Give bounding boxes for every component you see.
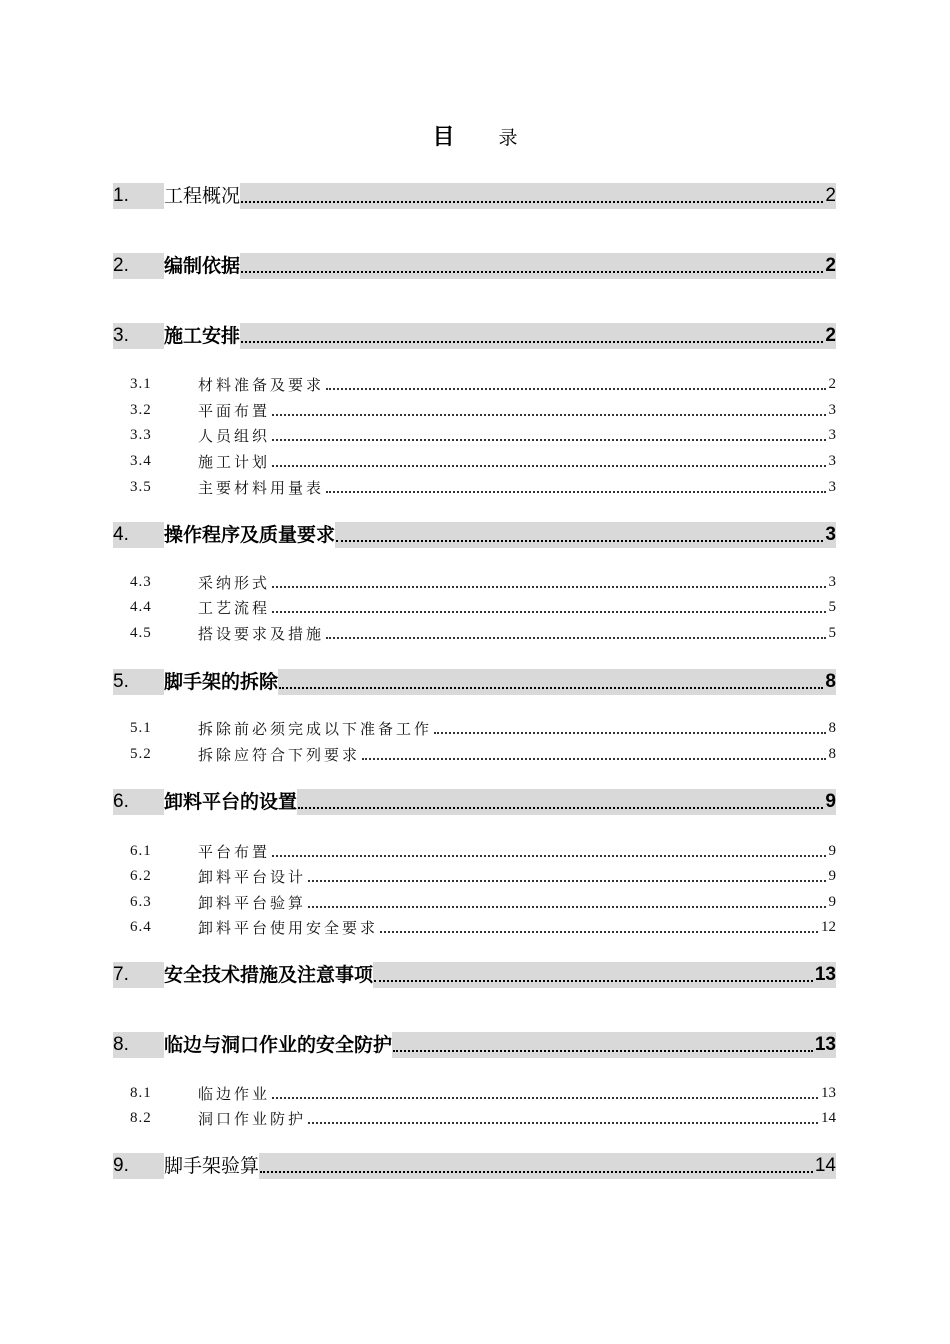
toc-entry-label: 施工安排: [164, 325, 241, 347]
toc-entry-9[interactable]: [113, 1153, 836, 1179]
toc-entry-number: 9.: [113, 1153, 164, 1179]
toc-subentry-number: 4.5: [130, 624, 152, 641]
toc-subentry-label: 平面布置: [198, 401, 271, 420]
toc-entry-number: 2.: [113, 253, 164, 279]
toc-subentry-page: 8: [828, 745, 836, 762]
toc-subentry-number: 3.2: [130, 401, 152, 418]
toc-subentry-page: 8: [828, 719, 836, 736]
toc-entry-page: 13: [814, 962, 836, 988]
toc-subentry-page: 14: [821, 1109, 836, 1126]
dot-leader: [324, 373, 828, 395]
toc-subentry-3-3[interactable]: [130, 424, 836, 446]
toc-subentry-3-5[interactable]: [130, 476, 836, 498]
toc-entry-4[interactable]: [113, 522, 836, 548]
dot-leader: [306, 891, 828, 913]
toc-subentry-label: 拆除应符合下列要求: [198, 745, 361, 764]
dot-leader: [270, 596, 828, 618]
toc-subentry-page: 3: [828, 426, 836, 443]
toc-entry-label: 卸料平台的设置: [164, 791, 298, 813]
title-char-1: 目: [432, 125, 455, 150]
toc-entry-5[interactable]: [113, 669, 836, 695]
toc-subentry-4-4[interactable]: [130, 596, 836, 618]
dot-leader: [270, 1082, 821, 1104]
dot-leader: [270, 424, 828, 446]
toc-subentry-3-4[interactable]: [130, 450, 836, 472]
toc-subentry-label: 洞口作业防护: [198, 1109, 307, 1128]
dot-leader: [240, 253, 824, 279]
toc-subentry-page: 3: [828, 452, 836, 469]
toc-entry-page: 2: [824, 323, 836, 349]
toc-subentry-page: 3: [828, 478, 836, 495]
toc-subentry-label: 采纳形式: [198, 573, 271, 592]
toc-subentry-label: 卸料平台使用安全要求: [198, 918, 379, 937]
toc-subentry-number: 5.1: [130, 719, 152, 736]
dot-leader: [297, 789, 824, 815]
toc-entry-number: 1.: [113, 183, 164, 209]
toc-subentry-label: 工艺流程: [198, 598, 271, 617]
toc-subentry-number: 4.3: [130, 573, 152, 590]
toc-entry-label: 工程概况: [164, 185, 241, 207]
toc-subentry-number: 5.2: [130, 745, 152, 762]
toc-subentry-3-2[interactable]: [130, 399, 836, 421]
toc-entry-label: 临边与洞口作业的安全防护: [164, 1034, 393, 1056]
toc-entry-page: 14: [814, 1153, 836, 1179]
dot-leader: [278, 669, 824, 695]
toc-subentry-6-4[interactable]: [130, 916, 836, 938]
toc-subentry-number: 4.4: [130, 598, 152, 615]
toc-subentry-label: 卸料平台设计: [198, 867, 307, 886]
toc-subentry-number: 3.5: [130, 478, 152, 495]
dot-leader: [270, 571, 828, 593]
toc-entry-page: 8: [824, 669, 836, 695]
toc-entry-page: 2: [824, 253, 836, 279]
toc-entry-page: 13: [814, 1032, 836, 1058]
toc-entry-2[interactable]: [113, 253, 836, 279]
dot-leader: [392, 1032, 814, 1058]
toc-subentry-label: 材料准备及要求: [198, 375, 325, 394]
dot-leader: [335, 522, 824, 548]
dot-leader: [270, 399, 828, 421]
toc-entry-number: 4.: [113, 522, 164, 548]
toc-entry-number: 5.: [113, 669, 164, 695]
toc-subentry-page: 3: [828, 573, 836, 590]
toc-subentry-5-2[interactable]: [130, 743, 836, 765]
toc-entry-page: 2: [824, 183, 836, 209]
toc-subentry-page: 13: [821, 1084, 836, 1101]
dot-leader: [240, 183, 824, 209]
toc-subentry-number: 3.4: [130, 452, 152, 469]
toc-entry-6[interactable]: [113, 789, 836, 815]
toc-subentry-label: 施工计划: [198, 452, 271, 471]
dot-leader: [378, 916, 821, 938]
toc-entry-label: 脚手架的拆除: [164, 671, 279, 693]
toc-subentry-page: 3: [828, 401, 836, 418]
toc-subentry-page: 12: [821, 918, 836, 935]
dot-leader: [240, 323, 824, 349]
dot-leader: [306, 865, 828, 887]
toc-subentry-6-3[interactable]: [130, 891, 836, 913]
toc-subentry-6-2[interactable]: [130, 865, 836, 887]
dot-leader: [324, 622, 828, 644]
toc-entry-8[interactable]: [113, 1032, 836, 1058]
dot-leader: [259, 1153, 814, 1179]
toc-subentry-number: 8.1: [130, 1084, 152, 1101]
dot-leader: [360, 743, 828, 765]
toc-subentry-label: 拆除前必须完成以下准备工作: [198, 719, 433, 738]
toc-entry-1[interactable]: [113, 183, 836, 209]
toc-subentry-4-5[interactable]: [130, 622, 836, 644]
toc-entry-label: 编制依据: [164, 255, 241, 277]
toc-entry-number: 3.: [113, 323, 164, 349]
toc-subentry-number: 6.2: [130, 867, 152, 884]
dot-leader: [373, 962, 814, 988]
dot-leader: [324, 476, 828, 498]
toc-subentry-label: 主要材料用量表: [198, 478, 325, 497]
toc-entry-7[interactable]: [113, 962, 836, 988]
dot-leader: [306, 1107, 821, 1129]
toc-subentry-number: 3.1: [130, 375, 152, 392]
toc-entry-3[interactable]: [113, 323, 836, 349]
toc-subentry-label: 卸料平台验算: [198, 893, 307, 912]
toc-subentry-page: 9: [828, 867, 836, 884]
toc-subentry-number: 6.3: [130, 893, 152, 910]
toc-subentry-3-1[interactable]: [130, 373, 836, 395]
toc-subentry-label: 临边作业: [198, 1084, 271, 1103]
toc-subentry-number: 3.3: [130, 426, 152, 443]
toc-subentry-number: 6.4: [130, 918, 152, 935]
toc-subentry-label: 搭设要求及措施: [198, 624, 325, 643]
dot-leader: [432, 717, 828, 739]
toc-subentry-page: 5: [828, 624, 836, 641]
toc-entry-number: 6.: [113, 789, 164, 815]
dot-leader: [270, 450, 828, 472]
toc-subentry-5-1[interactable]: [130, 717, 836, 739]
toc-entry-label: 操作程序及质量要求: [164, 524, 336, 546]
toc-subentry-page: 2: [828, 375, 836, 392]
toc-subentry-number: 8.2: [130, 1109, 152, 1126]
toc-entry-number: 8.: [113, 1032, 164, 1058]
toc-entry-label: 脚手架验算: [164, 1155, 260, 1177]
toc-subentry-8-1[interactable]: [130, 1082, 836, 1104]
title-char-2: 录: [498, 127, 518, 149]
toc-entry-page: 3: [824, 522, 836, 548]
toc-subentry-number: 6.1: [130, 842, 152, 859]
toc-subentry-page: 5: [828, 598, 836, 615]
toc-subentry-page: 9: [828, 842, 836, 859]
toc-subentry-page: 9: [828, 893, 836, 910]
toc-entry-page: 9: [824, 789, 836, 815]
toc-subentry-6-1[interactable]: [130, 840, 836, 862]
dot-leader: [270, 840, 828, 862]
toc-subentry-label: 平台布置: [198, 842, 271, 861]
toc-entry-number: 7.: [113, 962, 164, 988]
toc-subentry-4-3[interactable]: [130, 571, 836, 593]
toc-subentry-label: 人员组织: [198, 426, 271, 445]
toc-subentry-8-2[interactable]: [130, 1107, 836, 1129]
toc-entry-label: 安全技术措施及注意事项: [164, 964, 374, 986]
